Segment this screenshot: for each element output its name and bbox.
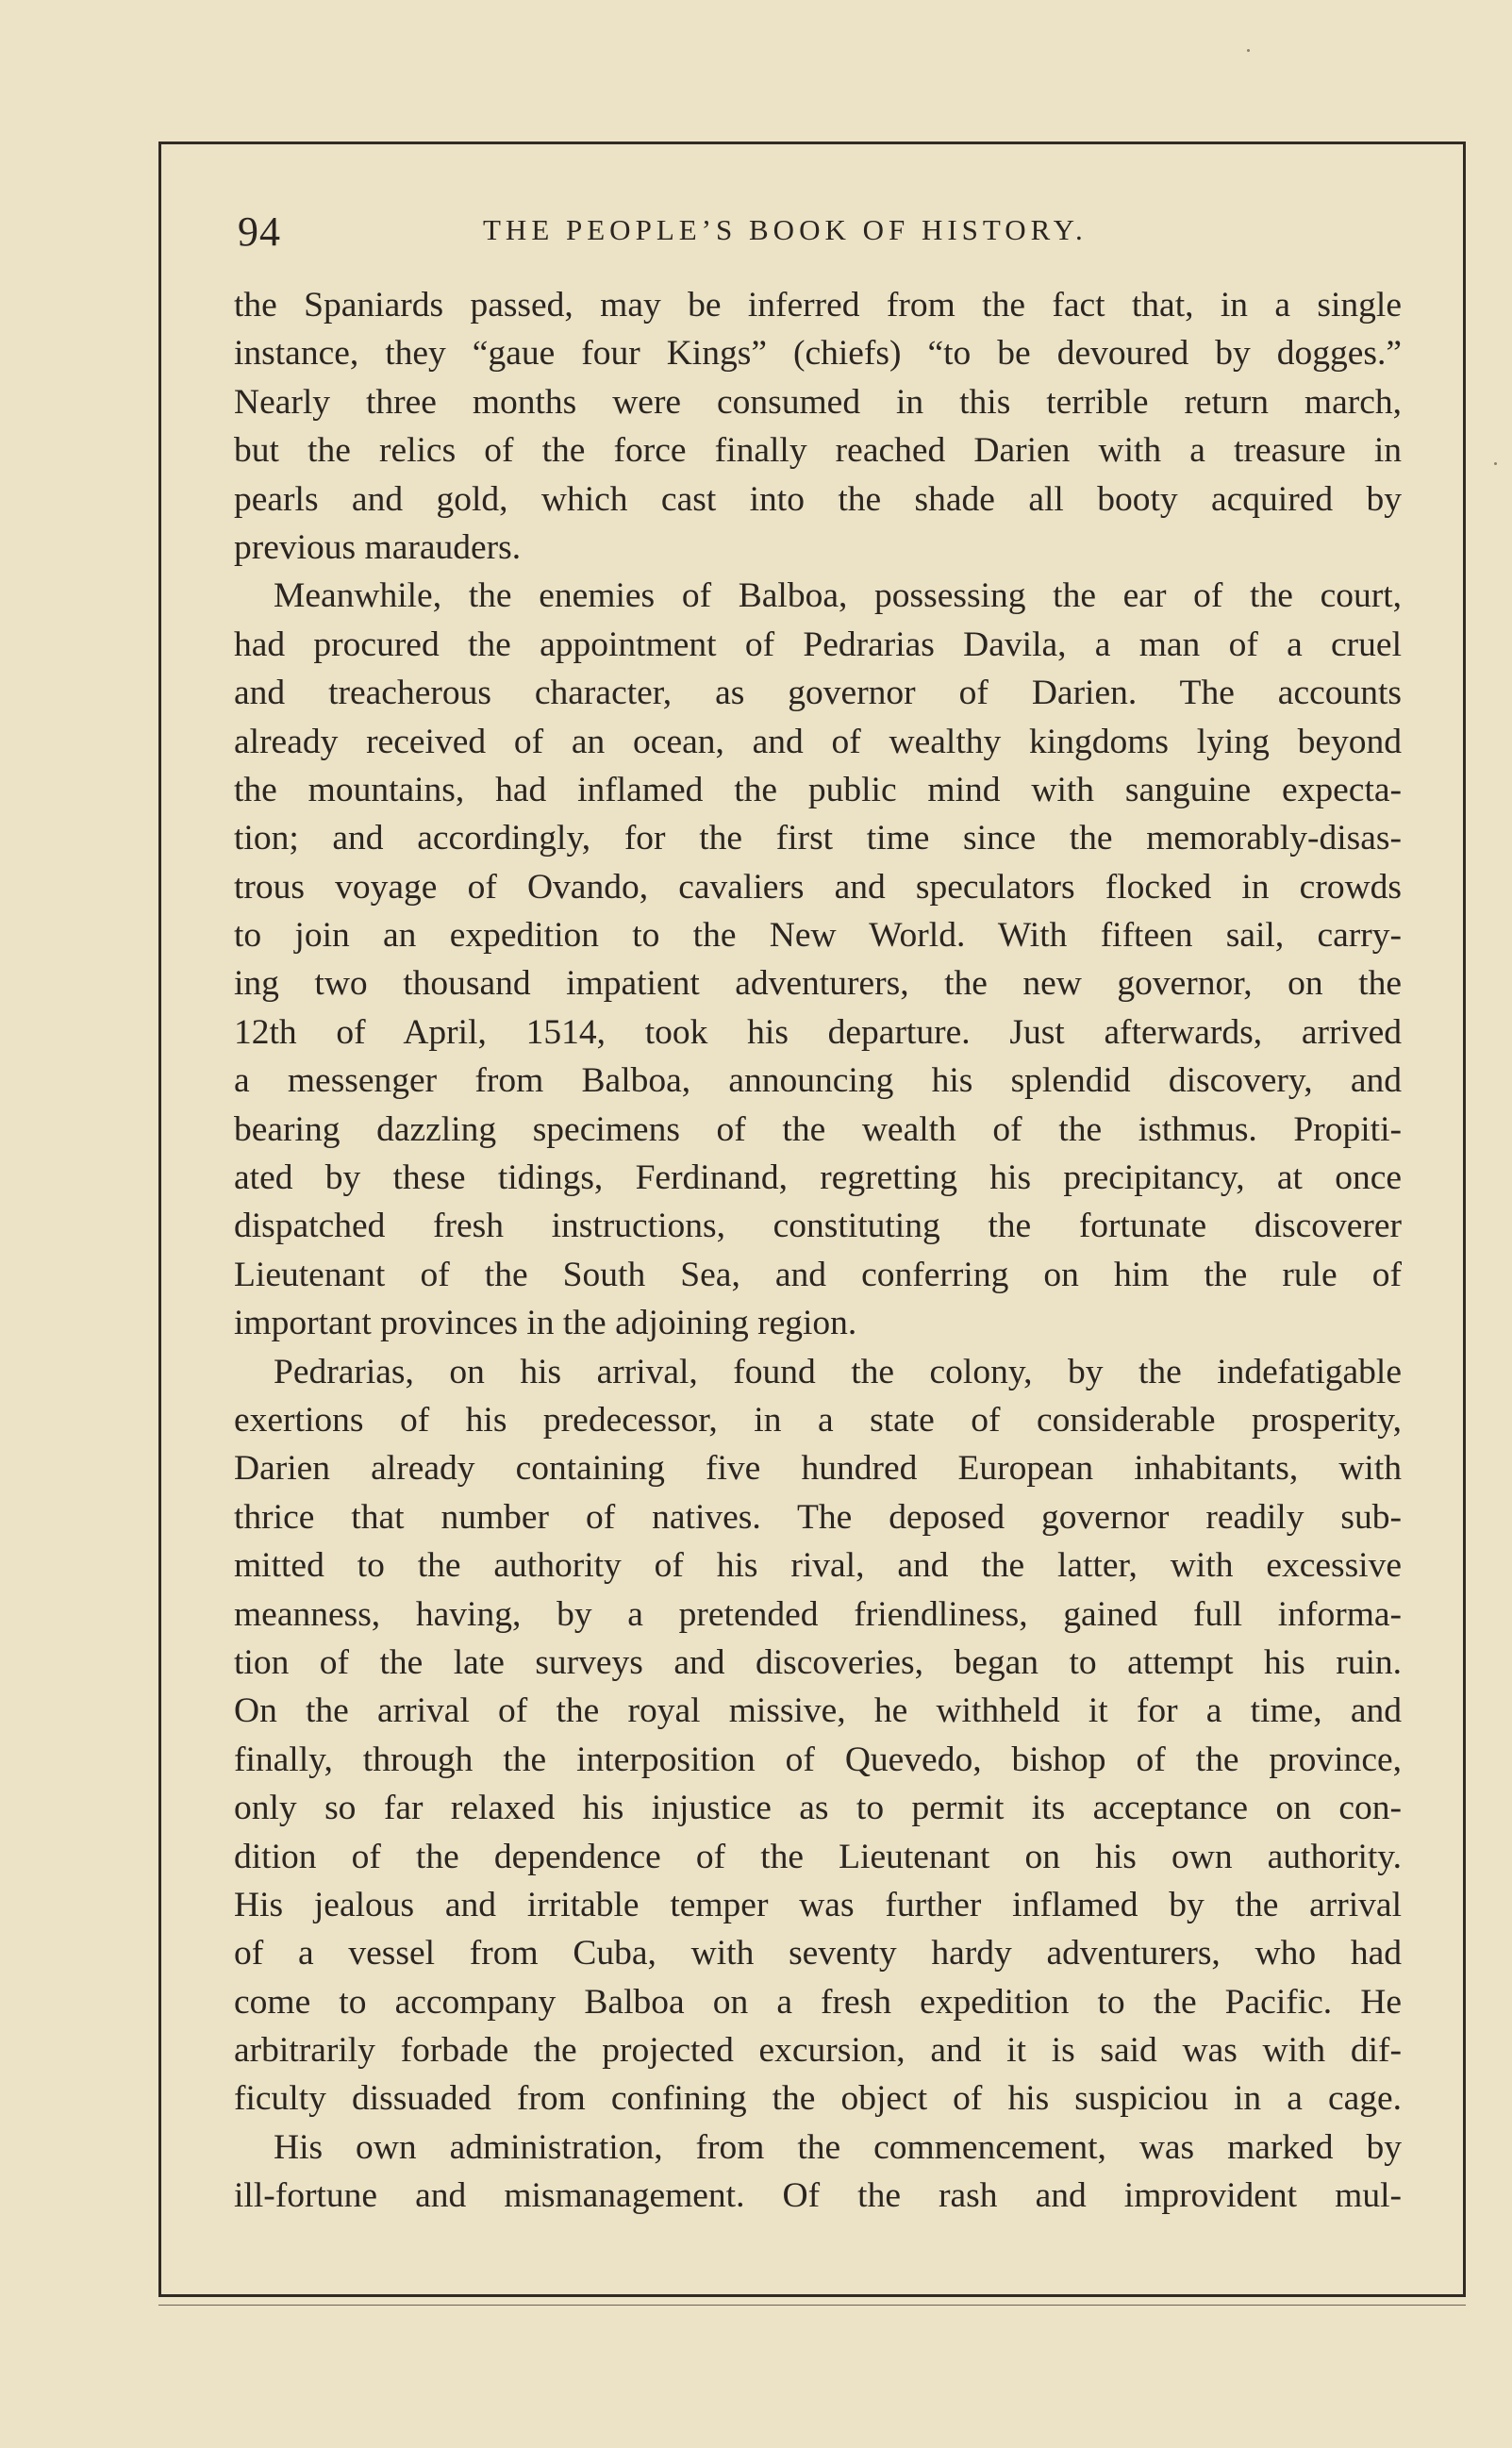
running-head: THE PEOPLE’S BOOK OF HISTORY. <box>483 213 1088 246</box>
text-line: Meanwhile, the enemies of Balboa, possessing the ear of the court, <box>274 576 1402 616</box>
text-line: ficulty dissuaded from confining the object of his suspiciou in a cage. <box>234 2079 1402 2119</box>
text-line: and treacherous character, as governor of Darien. The accounts <box>234 674 1402 713</box>
text-line: Darien already containing five hundred European inhabitants, with <box>234 1449 1402 1489</box>
text-line: tion of the late surveys and discoveries, began to attempt his ruin. <box>234 1642 1402 1682</box>
text-line: Nearly three months were consumed in this terrible return march, <box>234 382 1402 422</box>
text-line: finally, through the interposition of Quevedo, bishop of the province, <box>234 1740 1402 1779</box>
text-line: ing two thousand impatient adventurers, the new governor, on the <box>234 964 1402 1004</box>
text-line: but the relics of the force finally reached Darien with a treasure in <box>234 431 1402 471</box>
text-line: only so far relaxed his injustice as to permit its acceptance on con- <box>234 1789 1402 1828</box>
text-line: dition of the dependence of the Lieutenant on his own authority. <box>234 1837 1402 1876</box>
text-line: Pedrarias, on his arrival, found the colony, by the indefatigable <box>274 1352 1402 1391</box>
text-line: a messenger from Balboa, announcing his splendid discovery, and <box>234 1061 1402 1101</box>
text-line: previous marauders. <box>234 527 522 567</box>
text-line: already received of an ocean, and of wealthy kingdoms lying beyond <box>234 722 1402 761</box>
page-number: 94 <box>238 208 281 255</box>
text-line: arbitrarily forbade the projected excursion, and it is said was with dif- <box>234 2031 1402 2071</box>
body-text <box>234 281 1402 2221</box>
page-header <box>238 200 1171 257</box>
text-line: the Spaniards passed, may be inferred from the fact that, in a single <box>234 286 1402 325</box>
text-line: tion; and accordingly, for the first time since the memorably-disas- <box>234 819 1402 858</box>
text-line: Lieutenant of the South Sea, and conferring on him the rule of <box>234 1255 1402 1294</box>
text-line: exertions of his predecessor, in a state of considerable prosperity, <box>234 1400 1402 1440</box>
text-line: of a vessel from Cuba, with seventy hardy adventurers, who had <box>234 1934 1402 1973</box>
text-line: thrice that number of natives. The deposed governor readily sub- <box>234 1497 1402 1537</box>
text-line: the mountains, had inflamed the public mind with sanguine expecta- <box>234 770 1402 809</box>
text-line: His jealous and irritable temper was further inflamed by the arrival <box>234 1885 1402 1924</box>
text-line: 12th of April, 1514, took his departure. Just afterwards, arrived <box>234 1012 1402 1052</box>
text-line: On the arrival of the royal missive, he withheld it for a time, and <box>234 1691 1402 1731</box>
text-line: important provinces in the adjoining region. <box>234 1304 857 1343</box>
paper-speck <box>1247 49 1250 52</box>
text-line: mitted to the authority of his rival, and the latter, with excessive <box>234 1546 1402 1586</box>
text-line: ated by these tidings, Ferdinand, regretting his precipitancy, at once <box>234 1158 1402 1198</box>
text-line: had procured the appointment of Pedrarias Davila, a man of a cruel <box>234 624 1402 664</box>
text-line: trous voyage of Ovando, cavaliers and speculators flocked in crowds <box>234 867 1402 907</box>
text-line: come to accompany Balboa on a fresh expedition to the Pacific. He <box>234 1982 1402 2022</box>
text-line: pearls and gold, which cast into the shade all booty acquired by <box>234 479 1402 519</box>
text-line: dispatched fresh instructions, constituting the fortunate discoverer <box>234 1207 1402 1246</box>
text-line: meanness, having, by a pretended friendliness, gained full informa- <box>234 1594 1402 1634</box>
text-line: instance, they “gaue four Kings” (chiefs) “to be devoured by dogges.” <box>234 334 1402 374</box>
text-line: ill-fortune and mismanagement. Of the rash and improvident mul- <box>234 2176 1402 2216</box>
paper-speck <box>1494 462 1497 465</box>
text-line: His own administration, from the commencement, was marked by <box>274 2127 1402 2167</box>
text-line: bearing dazzling specimens of the wealth of the isthmus. Propiti- <box>234 1109 1402 1149</box>
text-line: to join an expedition to the New World. With fifteen sail, carry- <box>234 916 1402 956</box>
